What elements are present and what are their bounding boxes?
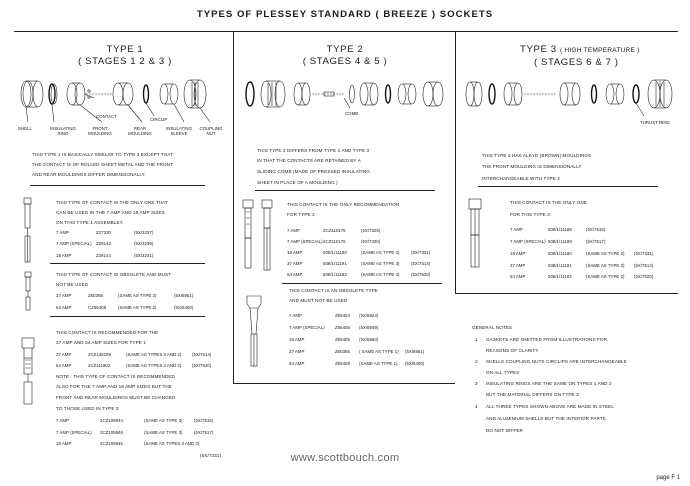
type1-label-rear-moulding: REAR MOULDING <box>128 126 152 136</box>
type2-block1-0: THIS CONTACT IS THE ONLY RECOMMENDATION <box>287 202 400 207</box>
footer-website[interactable]: www.scottbouch.com <box>290 452 400 464</box>
type1-label-shell: SHELL <box>18 126 32 131</box>
type3-contact-illustration <box>465 195 485 273</box>
type1-stages: ( STAGES 1 2 & 3 ) <box>78 56 172 67</box>
type2-stages: ( STAGES 4 & 5 ) <box>302 56 388 67</box>
type1-contact-recommended-illustration <box>17 336 39 408</box>
type1-contact-obsolete-illustration <box>21 270 35 312</box>
note-4-num: 4 <box>475 404 478 409</box>
type1-intro-0: THIS TYPE 1 IS BASICALLY SIMILAR TO TYPE 3 EXCEPT THAT <box>32 152 173 157</box>
note-4-line-0: ALL THREE TYPES SHOWN ABOVE ARE MADE IN STEEL <box>486 404 614 409</box>
note-2-line-0: SHELLS COUPLING NUTS CIRCLIPS ARE INTERCHANGEABLE <box>486 359 627 364</box>
type1-block2-rule <box>50 316 205 317</box>
note-4-line-1: AND ALUMINIUM SHELLS BUT THE INTERIOR PARTS <box>486 416 606 421</box>
document-title: TYPES OF PLESSEY STANDARD ( BREEZE ) SOCKETS <box>196 9 494 20</box>
type1-intro-2: AND REAR MOULDINGS DIFFER DIMENSIONALLY. <box>32 172 146 177</box>
type2-title: TYPE 2 <box>326 44 364 55</box>
type1-last-code: (5X/7331) <box>200 453 222 458</box>
type1-label-coupling-nut: COUPLING NUT <box>199 126 223 136</box>
type1-block3-note-2: FRONT AND REAR MOULDINGS MUST BE CHANGED <box>56 395 176 400</box>
note-3-line-1: BUT THE MATERIAL DIFFERS ON TYPE 3 <box>486 392 579 397</box>
type1-block1-0: THIS TYPE OF CONTACT IS THE ONLY ONE THAT <box>56 200 168 205</box>
type2-intro-3: SHEET IN PLACE OF A MOULDING ) <box>257 180 338 185</box>
type1-exploded-diagram <box>14 72 229 132</box>
type3-title-sub: ( HIGH TEMPERATURE ) <box>559 47 640 54</box>
type2-intro-0: THIS TYPE 2 DIFFERS FROM TYPE 1 AND TYPE 3 <box>257 148 370 153</box>
type3-heading <box>520 44 690 69</box>
type1-block3-note-0: NOTE : THIS TYPE OF CONTACT IS RECOMMENDED <box>56 374 175 379</box>
type1-block2-0: THIS TYPE OF CONTACT IS OBSOLETE AND MUST <box>56 272 172 277</box>
type1-block2-1: NOT BE USED <box>56 282 89 287</box>
column-divider-1 <box>233 31 234 383</box>
type3-bottom-rule <box>455 293 678 294</box>
type2-label-comb: COMB <box>345 111 359 116</box>
type1-heading <box>40 44 210 68</box>
type1-block3-note-1: ALSO FOR THE 7 AMP AND 18 AMP SIZES BUT THE <box>56 384 172 389</box>
type2-block2-0: THIS CONTACT IS AN OBSOLETE TYPE <box>289 288 378 293</box>
note-4-line-2: DO NOT DIFFER <box>486 428 523 433</box>
type3-intro-0: THIS TYPE 3 HAS ALKYD (BROWN) MOULDINGS <box>482 153 592 158</box>
type3-intro-2: INTERCHANGEABLE WITH TYPE 2 <box>482 176 560 181</box>
type3-title-line <box>520 44 690 57</box>
type2-contact-obsolete-illustration <box>242 294 266 370</box>
note-2-num: 2 <box>475 359 478 364</box>
type1-block1-rule <box>50 263 205 264</box>
type3-block1-1: FOR THIS TYPE 3 <box>510 212 550 217</box>
type3-title: TYPE 3 <box>520 44 557 55</box>
type1-contact-rolled-illustration <box>19 196 37 266</box>
type2-intro-1: IN THAT THE CONTACTS ARE RETAINED BY A <box>257 158 361 163</box>
notes-heading: GENERAL NOTES <box>472 325 513 330</box>
type2-contact-recommended-illustration <box>238 196 280 274</box>
top-rule <box>14 31 678 32</box>
type1-block3-0: THIS CONTACT IS RECOMMENDED FOR THE <box>56 330 159 335</box>
type2-heading <box>260 44 430 68</box>
type2-block1-rule <box>282 283 442 284</box>
type1-intro-rule <box>30 185 205 186</box>
type3-intro-rule <box>478 186 658 187</box>
type1-label-front-moulding: FRONT MOULDING <box>88 126 112 136</box>
type2-block1-1: FOR TYPE 2 <box>287 212 315 217</box>
note-3-line-0: INSULATING RINGS ARE THE SAME ON TYPES 1 AND 2 <box>486 381 612 386</box>
type1-block3-1: 37 AMP AND 64 AMP SIZES FOR TYPE 1 <box>56 340 146 345</box>
type1-label-circlip: CIRCLIP <box>150 117 168 122</box>
type1-label-insulating-ring: INSULATING RING <box>49 126 77 136</box>
note-2-line-1: ON ALL TYPES <box>486 370 520 375</box>
type1-block1-2: ON THIS TYPE 1 ASSEMBLEY. <box>56 220 124 225</box>
type3-intro-1: THE FRONT MOULDING IS DIMENSIONALLY <box>482 164 582 169</box>
type1-title: TYPE 1 <box>106 44 144 55</box>
note-3-num: 3 <box>475 381 478 386</box>
type2-block2-1: AND MUST NOT BE USED <box>289 298 348 303</box>
type2-intro-rule <box>255 190 435 191</box>
type2-bottom-rule <box>233 383 455 384</box>
column-divider-2 <box>455 31 456 293</box>
type3-block1-0: THIS CONTACT IS THE ONLY ONE <box>510 200 587 205</box>
note-1-line-0: GASKETS ARE OMITTED FROM ILLUSTRATIONS FOR <box>486 337 608 342</box>
type1-block3-note-3: TO THOSE USED IN TYPE 3 <box>56 406 119 411</box>
note-1-line-1: REASONS OF CLARITY <box>486 348 539 353</box>
type1-label-insulating-sleeve: INSULATING SLEEVE <box>165 126 193 136</box>
type1-intro-1: THE CONTACT IS OF ROLLED SHEET METAL AND THE FRONT <box>32 162 173 167</box>
note-1-num: 1 <box>475 337 478 342</box>
page-number: page F 1 <box>656 475 680 481</box>
type3-label-thrust-ring: THRUST RING <box>640 120 670 125</box>
type3-stages: ( STAGES 6 & 7 ) <box>534 57 619 68</box>
type1-label-contact: CONTACT <box>96 114 117 119</box>
type1-block1-1: CAN BE USED IN THE 7 AMP AND 18 AMP SIZES <box>56 210 165 215</box>
type2-intro-2: SLIDING COMB (MADE OF PRESSED INSULATING <box>257 169 370 174</box>
